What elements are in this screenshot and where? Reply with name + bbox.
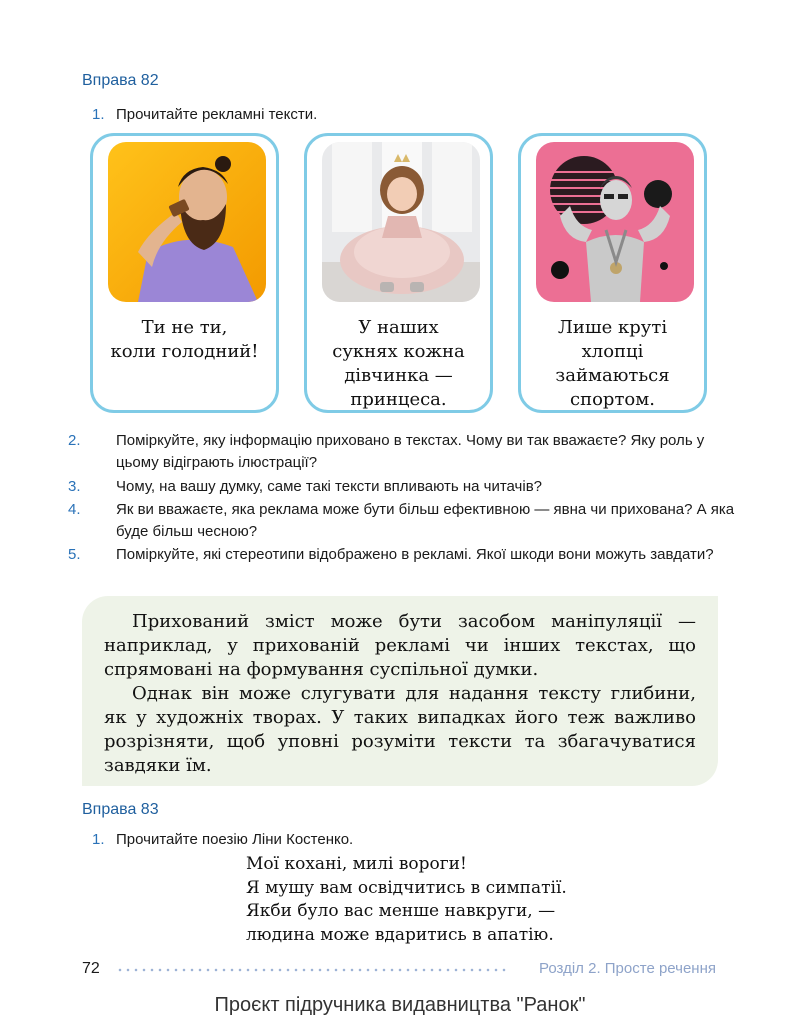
- rule-paragraph-2: Однак він може слугувати для надання тексту глибини, як у художніх творах. У таких випадках його теж важливо розрізняти, щоб уповні розуміти тексти та збагачуватися завдяки їм.: [104, 683, 696, 776]
- task-text: Прочитайте поезію Ліни Костенко.: [116, 831, 354, 848]
- task-number: 1.: [92, 106, 105, 123]
- poem: [246, 853, 567, 947]
- exercise-83-title: Вправа 83: [82, 801, 159, 818]
- project-caption: Проєкт підручника видавництва "Ранок": [214, 994, 586, 1016]
- ad-card-hungry: [90, 133, 279, 413]
- ad-card-sport: [518, 133, 707, 413]
- poem-line: людина може вдаритись в апатію.: [246, 924, 554, 945]
- ad-caption: Ти не ти, коли голодний!: [110, 317, 259, 362]
- ad-caption: Лише круті хлопці займаються спортом.: [555, 317, 670, 410]
- poem-line: Я мушу вам освідчитись в симпатії.: [246, 877, 567, 898]
- footer-dotted-divider: [116, 968, 508, 972]
- task-number: 3.: [68, 478, 81, 495]
- task-82-5: [68, 544, 744, 566]
- ad-image-girl-in-dress: [322, 142, 480, 302]
- task-82-2: [68, 430, 744, 474]
- rule-paragraph-1: Прихований зміст може бути засобом маніпуляції — наприклад, у прихованій рекламі чи інших текстах, що спрямовані на формування суспільної думки.: [104, 611, 696, 680]
- task-text: Чому, на вашу думку, саме такі тексти впливають на читачів?: [116, 478, 543, 495]
- task-number: 4.: [68, 501, 81, 518]
- task-83-1: [92, 829, 720, 851]
- section-title: Розділ 2. Просте речення: [539, 960, 716, 977]
- task-text: Поміркуйте, які стереотипи відображено в рекламі. Якої шкоди вони можуть завдати?: [116, 546, 714, 563]
- task-number: 2.: [68, 432, 81, 449]
- exercise-82-title: Вправа 82: [82, 72, 159, 89]
- poem-line: Якби було вас менше навкруги, —: [246, 901, 556, 921]
- ad-image-athlete: [536, 142, 694, 302]
- page-number: 72: [82, 960, 100, 977]
- rule-note-box: [82, 596, 718, 786]
- ad-card-princess: [304, 133, 493, 413]
- task-text: Поміркуйте, яку інформацію приховано в текстах. Чому ви так вважаєте? Яку роль у цьому відіграють ілюстрації?: [116, 432, 705, 471]
- task-number: 1.: [92, 831, 105, 848]
- poem-line: Мої кохані, милі вороги!: [246, 854, 467, 874]
- task-82-1: [92, 104, 720, 126]
- task-82-3: [68, 476, 744, 498]
- ad-caption: У наших сукнях кожна дівчинка — принцеса.: [332, 317, 465, 410]
- task-text: Прочитайте рекламні тексти.: [116, 106, 318, 123]
- ad-image-bearded-man: [108, 142, 266, 302]
- task-82-4: [68, 499, 744, 543]
- task-text: Як ви вважаєте, яка реклама може бути більш ефективною — явна чи прихована? А яка буде більш чесною?: [116, 501, 735, 540]
- task-number: 5.: [68, 546, 81, 563]
